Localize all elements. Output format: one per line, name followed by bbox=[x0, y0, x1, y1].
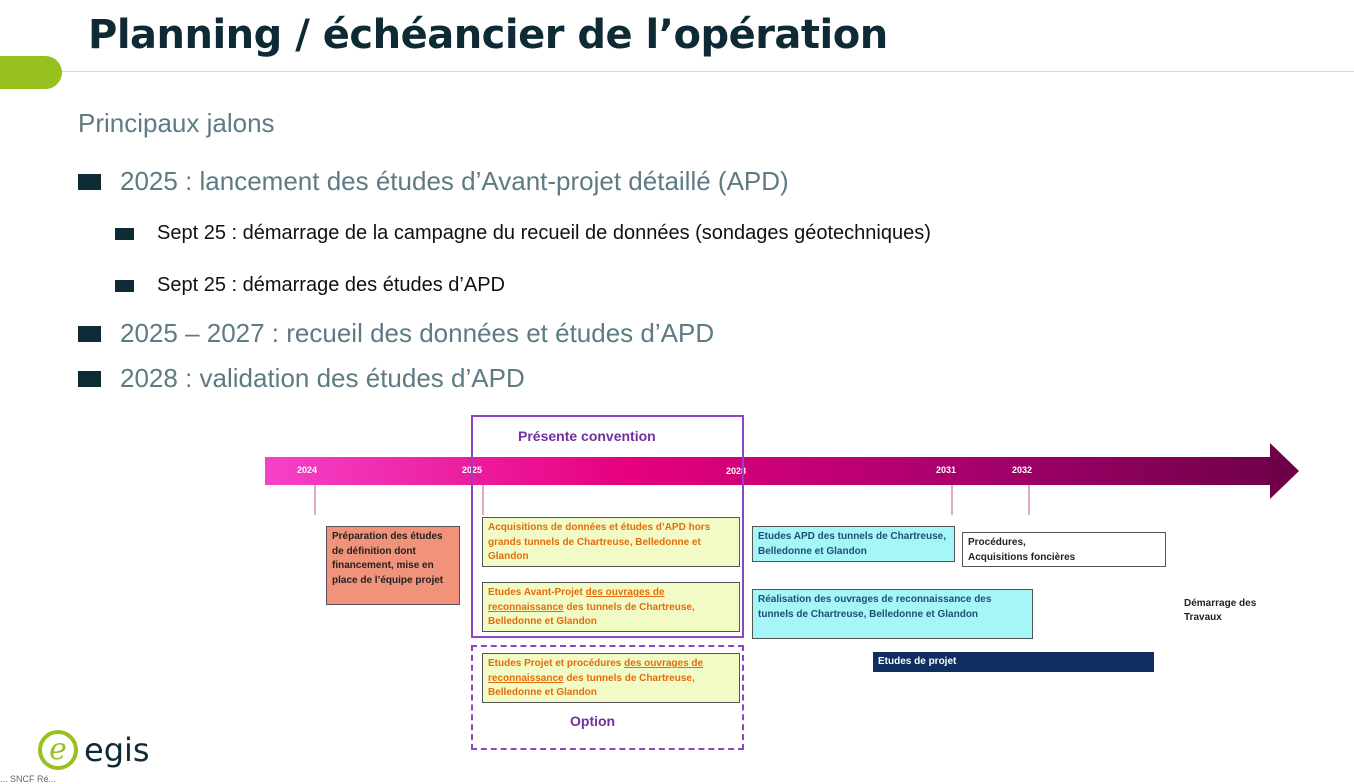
demarrage-travaux-note bbox=[1184, 597, 1256, 625]
box-acquisitions: Acquisitions de données et études d’APD hors grands tunnels de Chartreuse, Belledonne et Glandon bbox=[482, 517, 740, 567]
note-line: Démarrage des bbox=[1184, 598, 1257, 609]
box-line: Acquisitions foncières bbox=[968, 551, 1076, 563]
box-text: des tunnels de Chartreuse, Belledonne et Glandon bbox=[488, 672, 695, 698]
egis-wordmark: egis bbox=[84, 731, 150, 769]
bullet-text: 2028 : validation des études d’APD bbox=[120, 363, 525, 393]
bullet-text: Sept 25 : démarrage des études d’APD bbox=[157, 274, 505, 296]
note-line: Travaux bbox=[1184, 612, 1222, 623]
year-label-2025: 2025 bbox=[462, 465, 483, 475]
option-label: Option bbox=[570, 713, 616, 729]
box-preparation: Préparation des études de définition dont financement, mise en place de l’équipe projet bbox=[326, 526, 460, 605]
box-text: Etudes Avant-Projet bbox=[488, 587, 586, 598]
year-label-2032: 2032 bbox=[1012, 465, 1033, 475]
box-realisation: Réalisation des ouvrages de reconnaissance des tunnels de Chartreuse, Belledonne et Glandon bbox=[752, 589, 1033, 639]
year-label-2024: 2024 bbox=[297, 465, 318, 475]
egis-logo bbox=[38, 730, 150, 770]
egis-e-icon: e bbox=[38, 730, 78, 770]
box-apd-tunnels: Etudes APD des tunnels de Chartreuse, Belledonne et Glandon bbox=[752, 526, 955, 562]
bullet-text: 2025 : lancement des études d’Avant-projet détaillé (APD) bbox=[120, 166, 789, 196]
box-text: des tunnels de Chartreuse, Belledonne et Glandon bbox=[488, 601, 695, 627]
timeline-arrow bbox=[265, 443, 1299, 499]
year-label-2028: 2028 bbox=[726, 466, 747, 476]
bullet-text: 2025 – 2027 : recueil des données et études d’APD bbox=[120, 318, 715, 348]
box-text: Etudes Projet et procédures bbox=[488, 658, 625, 669]
section-subtitle: Principaux jalons bbox=[78, 108, 275, 138]
box-etudes-projet-option bbox=[482, 653, 740, 703]
bullet-text: Sept 25 : démarrage de la campagne du recueil de données (sondages géotechniques) bbox=[157, 222, 931, 244]
box-text-underlined: des ouvrages de reconnaissance bbox=[488, 658, 704, 684]
page-title: Planning / échéancier de l’opération bbox=[88, 12, 888, 58]
box-text-underlined: des ouvrages de reconnaissance bbox=[488, 587, 665, 613]
present-convention-label: Présente convention bbox=[518, 428, 656, 444]
year-label-2031: 2031 bbox=[936, 465, 957, 475]
box-avant-projet bbox=[482, 582, 740, 632]
box-etudes-de-projet: Etudes de projet bbox=[873, 652, 1154, 672]
box-procedures bbox=[962, 532, 1166, 567]
box-line: Procédures, bbox=[968, 537, 1026, 548]
footer-text: ... SNCF Ré... bbox=[0, 774, 57, 784]
